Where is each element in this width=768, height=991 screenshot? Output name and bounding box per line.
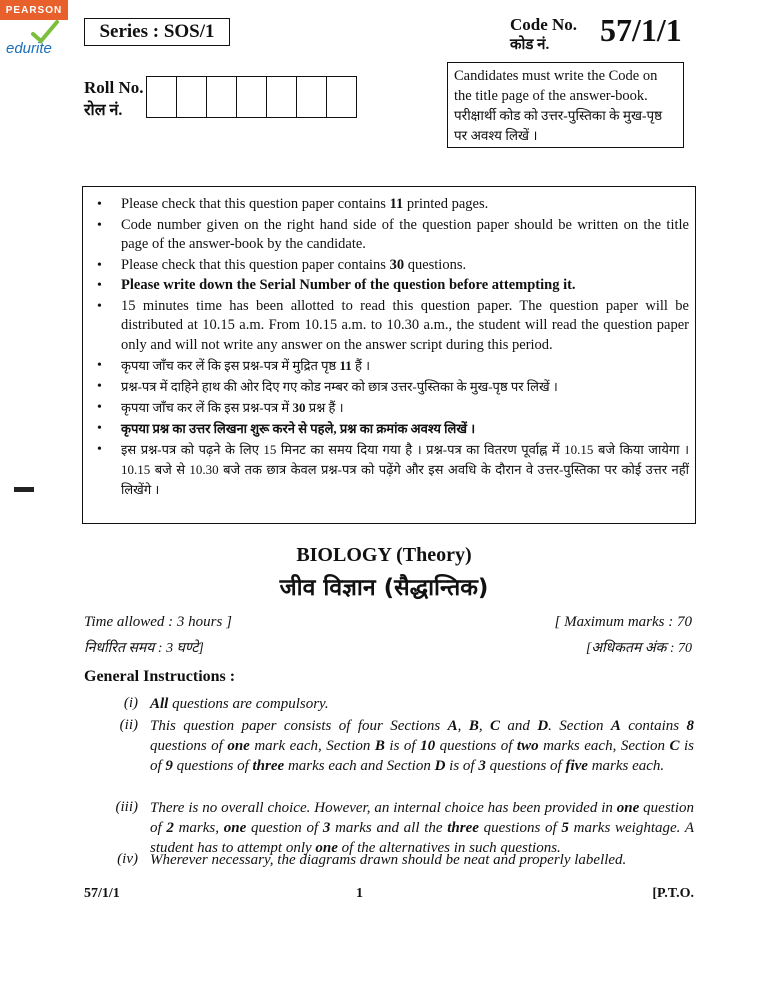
edurite-logo: edurite: [6, 40, 52, 57]
time-allowed-hindi: निर्धारित समय : 3 घण्टे]: [84, 641, 204, 656]
code-label-hindi: कोड नं.: [510, 37, 550, 53]
roll-label: Roll No.: [84, 78, 144, 97]
general-item-number: (iii): [115, 799, 138, 815]
series-label: Series : SOS/1: [84, 18, 230, 46]
instruction-item-hindi: • प्रश्न-पत्र में दाहिने हाथ की ओर दिए गए कोड नम्बर को छात्र उत्तर-पुस्तिका के मुख-पृष्ठ पर लिखें ।: [97, 379, 558, 394]
instruction-item: • Please check that this question paper contains 11 printed pages.: [97, 196, 489, 212]
instruction-item: • Code number given on the right hand side of the question paper should be written on the title page of the answer-book by the candidate.: [97, 216, 689, 252]
maximum-marks-hindi: [अधिकतम अंक : 70: [585, 641, 692, 656]
pearson-logo: PEARSON: [0, 0, 68, 20]
roll-cell[interactable]: [236, 76, 267, 118]
roll-cell[interactable]: [326, 76, 357, 118]
paper-title-hindi: जीव विज्ञान (सैद्धान्तिक): [279, 575, 489, 601]
candidates-note-line: परीक्षार्थी कोड को उत्तर-पुस्तिका के मुख-पृष्ठ: [454, 108, 663, 123]
time-allowed: Time allowed : 3 hours ]: [84, 614, 232, 630]
code-value: 57/1/1: [600, 12, 682, 48]
candidates-note-line: पर अवश्य लिखें ।: [454, 128, 538, 143]
general-item-text: There is no overall choice. However, an internal choice has been provided in one question of 2 marks, one question of 3 marks and all the three questions of 5 marks weightage. A student has to attempt only one of the alternatives in such questions.: [150, 800, 695, 856]
page-number: 1: [356, 886, 363, 901]
general-item-text: Wherever necessary, the diagrams drawn should be neat and properly labelled.: [150, 852, 627, 868]
instruction-item-hindi: • कृपया जाँच कर लें कि इस प्रश्न-पत्र में मुद्रित पृष्ठ 11 हैं ।: [97, 358, 371, 373]
general-item-number: (i): [123, 695, 138, 711]
general-instructions-heading: General Instructions :: [84, 668, 236, 685]
candidates-note-line: the title page of the answer-book.: [454, 88, 648, 104]
footer-code: 57/1/1: [84, 886, 120, 901]
instruction-item-hindi: • कृपया प्रश्न का उत्तर लिखना शुरू करने से पहले, प्रश्न का क्रमांक अवश्य लिखें ।: [97, 421, 476, 436]
general-item-number: (iv): [117, 851, 138, 867]
instruction-item: • Please check that this question paper contains 30 questions.: [97, 256, 467, 273]
instruction-item: • 15 minutes time has been allotted to read this question paper. The question paper will be distributed at 10.15 a.m. From 10.15 a.m. to 10.30 a.m., the student will read the question paper only and will not write any answer on the answer script during this period.: [97, 297, 689, 353]
code-label: Code No.: [510, 15, 578, 34]
roll-number-boxes: [147, 76, 357, 118]
roll-label-hindi: रोल नं.: [84, 102, 123, 119]
candidates-note-line: Candidates must write the Code on: [454, 68, 658, 84]
paper-title: BIOLOGY (Theory): [296, 544, 472, 566]
roll-cell[interactable]: [266, 76, 297, 118]
instruction-item-hindi: • कृपया जाँच कर लें कि इस प्रश्न-पत्र में 30 प्रश्न हैं ।: [97, 400, 344, 415]
instruction-item: • Please write down the Serial Number of the question before attempting it.: [97, 277, 576, 293]
margin-mark: [14, 487, 34, 492]
general-item-number: (ii): [119, 717, 138, 733]
instructions-box: [82, 186, 696, 524]
pto-label: [P.T.O.: [652, 886, 694, 901]
candidates-note: [447, 62, 684, 148]
roll-cell[interactable]: [146, 76, 177, 118]
general-item-text: All questions are compulsory.: [150, 696, 329, 712]
instruction-item-hindi: • इस प्रश्न-पत्र को पढ़ने के लिए 15 मिनट का समय दिया गया है । प्रश्न-पत्र का वितरण पूर्वाह्न में 10.15 बजे किया जायेगा । 10.15 बजे से 10.30 बजे तक छात्र केवल प्रश्न-पत्र को पढ़ेंगे और इस अवधि के दौरान वे उत्तर-पुस्तिका पर कोई उत्तर नहीं लिखेंगे ।: [97, 442, 689, 497]
general-item-text: This question paper consists of four Sections A, B, C and D. Section A contains 8 questions of one mark each, Section B is of 10 questions of two marks each, Section C is of 9 questions of three marks each and Section D is of 3 questions of five marks each.: [150, 718, 695, 774]
roll-cell[interactable]: [206, 76, 237, 118]
maximum-marks: [ Maximum marks : 70: [554, 614, 692, 630]
roll-cell[interactable]: [176, 76, 207, 118]
roll-cell[interactable]: [296, 76, 327, 118]
